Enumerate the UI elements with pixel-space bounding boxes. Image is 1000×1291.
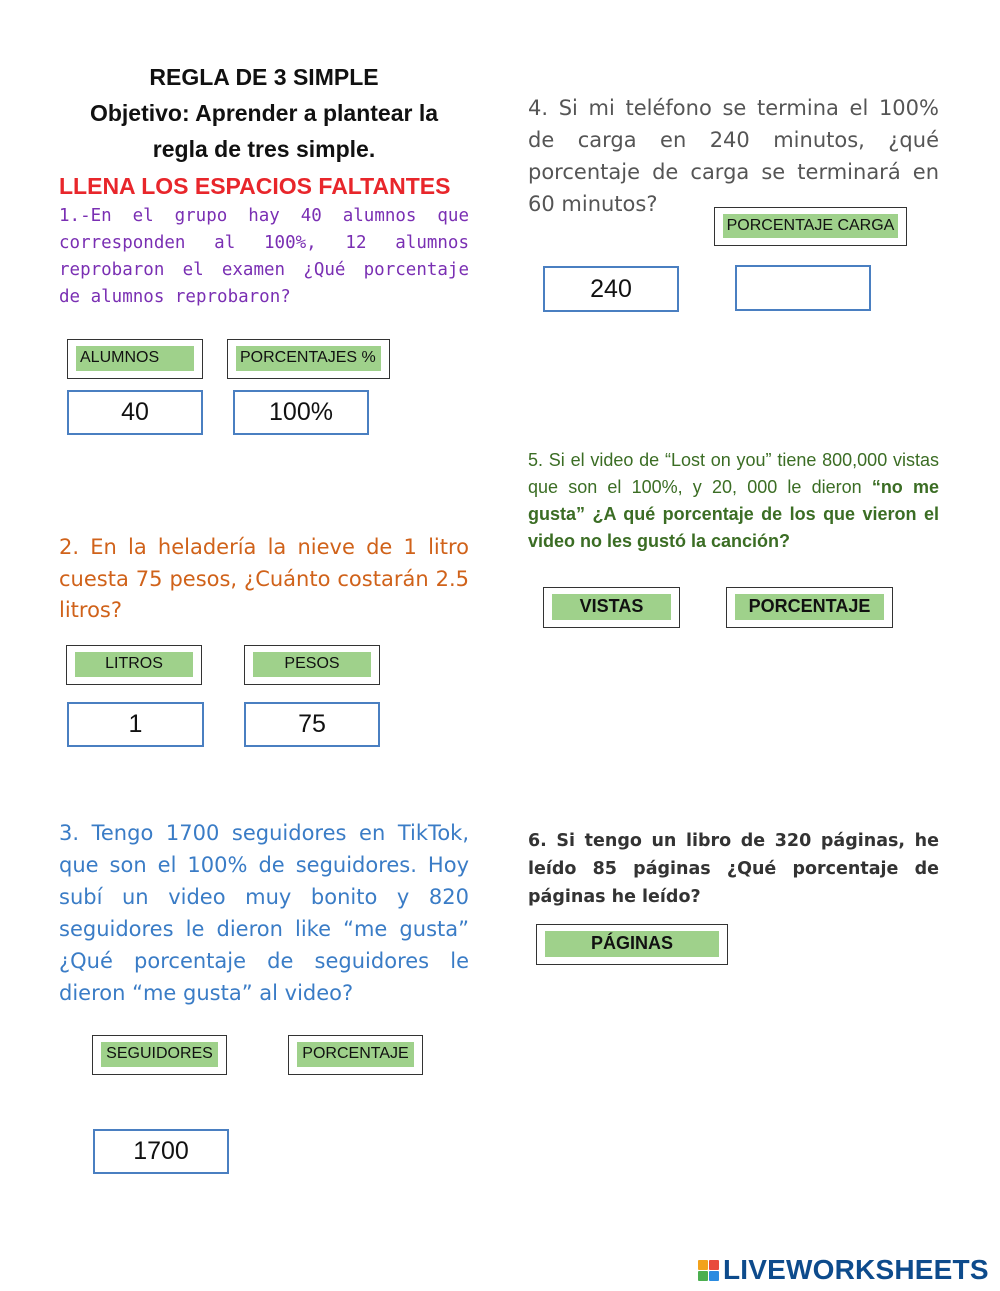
question-5-text-a: 5. Si el video de “Lost on you” tiene 800,000 vistas que son el 100%, y 20, 000 le dieron	[528, 450, 939, 497]
q3-label-porcentaje	[288, 1035, 423, 1075]
instruction: LLENA LOS ESPACIOS FALTANTES	[59, 173, 451, 199]
q1-value-porcentaje[interactable]: 100%	[233, 390, 369, 435]
q3-label-seguidores-text: SEGUIDORES	[101, 1042, 218, 1067]
q6-label-paginas	[536, 924, 728, 965]
q2-value-pesos[interactable]: 75	[244, 702, 380, 747]
liveworksheets-logo-icon	[698, 1260, 719, 1281]
question-1-text: 1.-En el grupo hay 40 alumnos que corresponden al 100%, 12 alumnos reprobaron el examen ¿Qué porcentaje de alumnos reprobaron?	[59, 206, 469, 307]
q3-value-seguidores[interactable]: 1700	[93, 1129, 229, 1174]
objective-line-2: regla de tres simple.	[152, 136, 376, 162]
q4-label-porcentaje-carga-text: PORCENTAJE CARGA	[723, 214, 898, 238]
q5-label-porcentaje	[726, 587, 893, 628]
q3-label-seguidores	[92, 1035, 227, 1075]
q2-label-pesos	[244, 645, 380, 685]
question-5-text	[528, 447, 939, 555]
liveworksheets-brand: LIVEWORKSHEETS	[723, 1254, 989, 1285]
question-4-text: 4. Si mi teléfono se termina el 100% de carga en 240 minutos, ¿qué porcentaje de carga se terminará en 60 minutos?	[528, 96, 939, 216]
q3-label-porcentaje-text: PORCENTAJE	[297, 1042, 414, 1067]
q4-label-porcentaje-carga	[714, 207, 907, 246]
q2-label-litros	[66, 645, 202, 685]
q1-label-porcentajes-text: PORCENTAJES %	[236, 346, 381, 371]
q1-value-alumnos[interactable]: 40	[67, 390, 203, 435]
question-3-text: 3. Tengo 1700 seguidores en TikTok, que son el 100% de seguidores. Hoy subí un video muy bonito y 820 seguidores le dieron like “me gusta” ¿Qué porcentaje de seguidores le dieron “me gusta” al video?	[59, 821, 469, 1005]
liveworksheets-logo[interactable]	[698, 1253, 989, 1287]
q2-value-litros[interactable]: 1	[67, 702, 204, 747]
q4-value-minutos[interactable]: 240	[543, 266, 679, 312]
q4-value-porcentaje-input[interactable]	[735, 265, 871, 311]
q1-label-alumnos	[67, 339, 203, 379]
question-2-text: 2. En la heladería la nieve de 1 litro cuesta 75 pesos, ¿Cuánto costarán 2.5 litros?	[59, 535, 469, 622]
q5-label-vistas	[543, 587, 680, 628]
q1-label-alumnos-text: ALUMNOS	[76, 346, 194, 371]
q1-label-porcentajes	[227, 339, 390, 379]
q5-label-vistas-text: VISTAS	[552, 594, 671, 620]
page-title: REGLA DE 3 SIMPLE	[149, 64, 379, 90]
q2-label-pesos-text: PESOS	[253, 652, 371, 677]
q5-label-porcentaje-text: PORCENTAJE	[735, 594, 884, 620]
objective-line-1: Objetivo: Aprender a plantear la	[89, 100, 439, 126]
question-6-text: 6. Si tengo un libro de 320 páginas, he leído 85 páginas ¿Qué porcentaje de páginas he leído?	[528, 831, 939, 907]
q2-label-litros-text: LITROS	[75, 652, 193, 677]
question-5-text-b: “no me gusta” ¿A qué porcentaje de los que vieron el video no les gustó la canción?	[528, 477, 939, 551]
q6-label-paginas-text: PÁGINAS	[545, 931, 719, 957]
